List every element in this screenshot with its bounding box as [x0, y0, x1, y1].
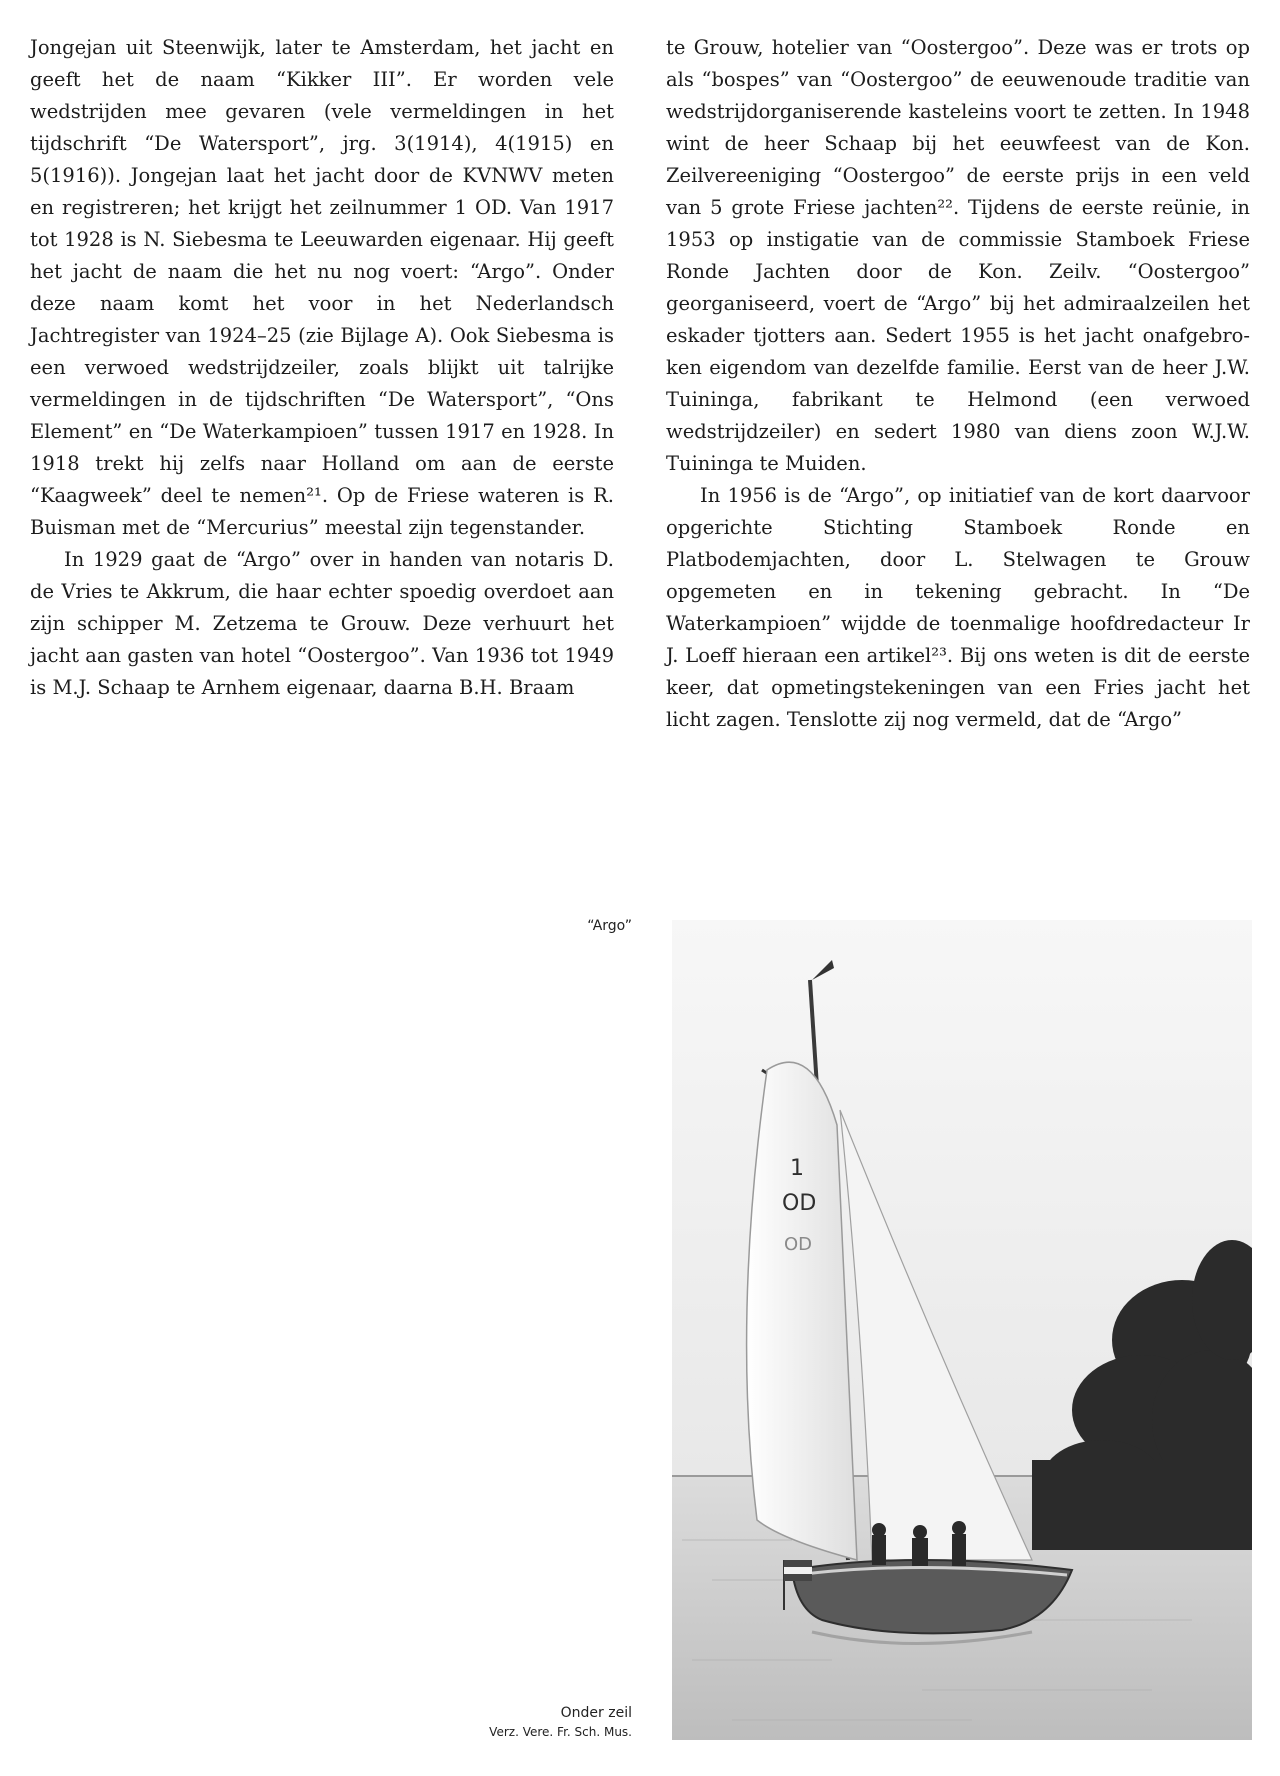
right-text-column: [666, 32, 1250, 736]
sail-number-text: 1: [790, 1156, 804, 1181]
paragraph: Jongejan uit Steenwijk, later te Amsterdam, het jacht en geeft het de naam “Kikker III”. Er worden vele wedstrijden mee gevaren (vele vermeldingen in het tijdschrift “De Watersport”, jrg. 3(1914), 4(1915) en 5(1916)). Jongejan laat het jacht door de KVNWV meten en registreren; het krijgt het zeilnummer 1 OD. Van 1917 tot 1928 is N. Siebesma te Leeuwarden eigenaar. Hij geeft het jacht de naam die het nu nog voert: “Argo”. Onder deze naam komt het voor in het Nederlandsch Jachtregister van 1924–25 (zie Bijlage A). Ook Siebesma is een verwoed wedstrijdzeiler, zoals blijkt uit talrijke vermeldingen in de tijdschriften “De Watersport”, “Ons Element” en “De Waterkampioen” tussen 1917 en 1928. In 1918 trekt hij zelfs naar Holland om aan de eerste “Kaagweek” deel te nemen²¹. Op de Friese wateren is R. Buisman met de “Mercurius” meestal zijn tegenstander.: [30, 36, 614, 539]
figure-title: “Argo”: [587, 918, 632, 934]
caption-credit: Verz. Vere. Fr. Sch. Mus.: [489, 1725, 632, 1739]
paragraph: In 1956 is de “Argo”, op initiatief van de kort daarvoor opgerichte Stichting Stamboek Ronde en Platbodemjachten, door L. Stelwagen te Grouw opgemeten en in tekening gebracht. In “De Waterkampioen” wijdde de toenmalige hoofdredacteur Ir J. Loeff hieraan een artikel²³. Bij ons weten is dit de eerste keer, dat opmetingstekeningen van een Fries jacht het licht zagen. Tenslotte zij nog vermeld, dat de “Argo”: [666, 484, 1250, 731]
caption-line: Onder zeil: [560, 1705, 632, 1721]
sail-number-text: OD: [784, 1234, 813, 1255]
paragraph: te Grouw, hotelier van “Oostergoo”. Deze was er trots op als “bospes” van “Oostergoo” de eeuwenoude traditie van wedstrijdorganiserende kasteleins voort te zetten. In 1948 wint de heer Schaap bij het eeuwfeest van de Kon. Zeilvereeniging “Oostergoo” de eerste prijs in een veld van 5 grote Friese jachten²². Tijdens de eerste reünie, in 1953 op instigatie van de commissie Stamboek Friese Ronde Jachten door de Kon. Zeilv. “Oostergoo” georganiseerd, voert de “Argo” bij het admiraalzeilen het eskader tjotters aan. Sedert 1955 is het jacht onafgebroken eigendom van dezelfde familie. Eerst van de heer J.W. Tuininga, fabrikant te Helmond (een verwoed wedstrijdzeiler) en sedert 1980 van diens zoon W.J.W. Tuininga te Muiden.: [666, 36, 1250, 475]
paragraph: In 1929 gaat de “Argo” over in handen van notaris D. de Vries te Akkrum, die haar echter spoedig overdoet aan zijn schipper M. Zetzema te Grouw. Deze verhuurt het jacht aan gasten van hotel “Oostergoo”. Van 1936 tot 1949 is M.J. Schaap te Arnhem eigenaar, daarna B.H. Braam: [30, 548, 614, 699]
left-text-column: [30, 32, 614, 704]
sailboat-photo: [672, 920, 1252, 1740]
figure-caption: [330, 1703, 632, 1741]
sail-number-text: OD: [782, 1191, 817, 1216]
